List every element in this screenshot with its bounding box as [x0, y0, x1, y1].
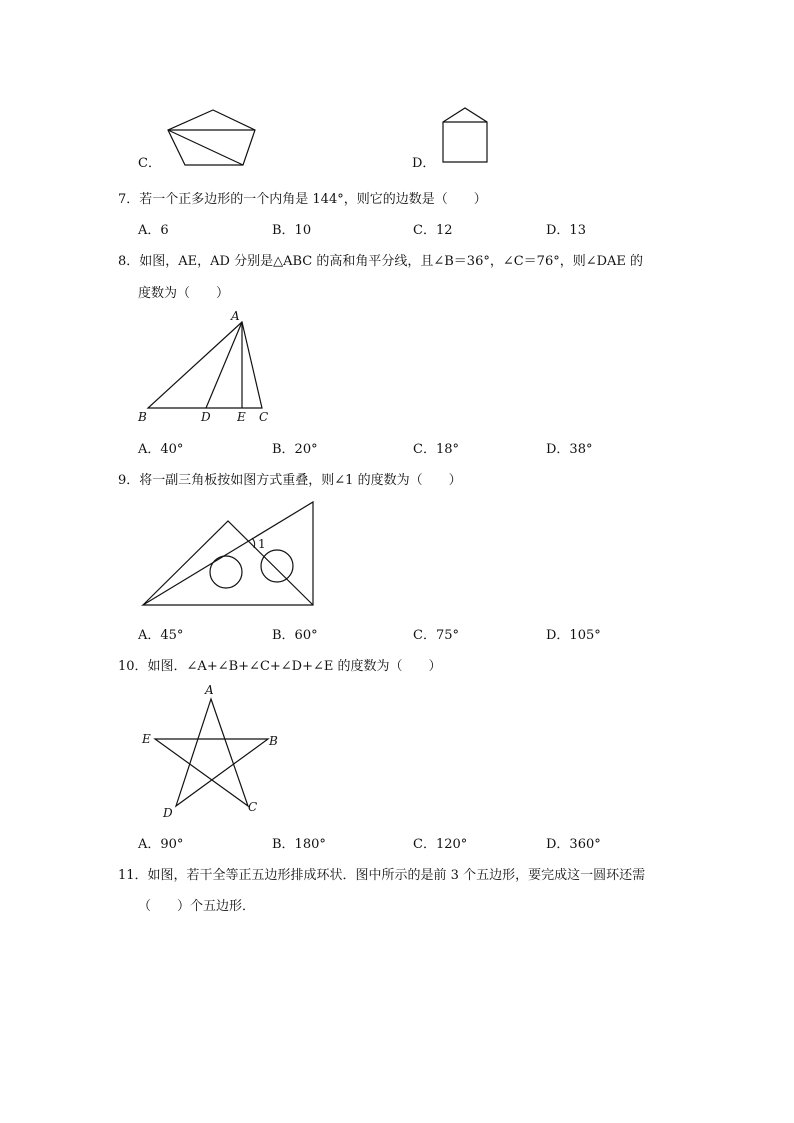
q11-stem: 11．如图，若干全等正五边形排成环状．图中所示的是前 3 个五边形，要完成这一圆环还需	[118, 868, 646, 883]
label-d: D	[201, 410, 211, 424]
label-e: E	[142, 732, 151, 746]
q8-stem-line2: 度数为（ ）	[138, 286, 230, 301]
q9-option-b[interactable]: B．60°	[272, 628, 318, 643]
q9-option-d[interactable]: D．105°	[546, 628, 601, 643]
label-a: A	[231, 309, 240, 323]
label-d: D	[163, 806, 173, 820]
star-pentagram	[155, 699, 268, 806]
q10-option-c[interactable]: C．120°	[413, 837, 468, 852]
q10-option-d[interactable]: D．360°	[546, 837, 601, 852]
label-c: C	[259, 410, 269, 424]
label-c: C	[248, 800, 258, 814]
q10-option-b[interactable]: B．180°	[272, 837, 326, 852]
q9-stem: 9．将一副三角板按如图方式重叠，则∠1 的度数为（ ）	[118, 473, 462, 488]
q8-option-c[interactable]: C．18°	[413, 442, 459, 457]
q8-option-a[interactable]: A．40°	[138, 442, 184, 457]
q6-option-d[interactable]: D．	[412, 156, 436, 171]
q10-stem: 10．如图．∠A+∠B+∠C+∠D+∠E 的度数为（ ）	[118, 659, 442, 674]
label-b: B	[138, 410, 147, 424]
q8-stem: 8．如图，AE，AD 分别是△ABC 的高和角平分线，且∠B＝36°，∠C＝76°，则∠DAE 的	[118, 254, 644, 269]
q7-option-a[interactable]: A．6	[138, 223, 169, 238]
q10-option-a[interactable]: A．90°	[138, 837, 184, 852]
label-a: A	[205, 683, 214, 697]
q7-option-c[interactable]: C．12	[413, 223, 453, 238]
q6-option-c[interactable]: C．	[138, 156, 161, 171]
angle-1-label: 1	[258, 537, 266, 551]
label-b: B	[269, 734, 278, 748]
q8-option-b[interactable]: B．20°	[272, 442, 318, 457]
q9-option-c[interactable]: C．75°	[413, 628, 459, 643]
q11-stem-line2: （ ）个五边形．	[138, 899, 256, 914]
q7-stem: 7．若一个正多边形的一个内角是 144°，则它的边数是（ ）	[118, 192, 487, 207]
q7-option-b[interactable]: B．10	[272, 223, 312, 238]
q8-option-d[interactable]: D．38°	[546, 442, 593, 457]
q9-option-a[interactable]: A．45°	[138, 628, 184, 643]
label-e: E	[237, 410, 246, 424]
q7-option-d[interactable]: D．13	[546, 223, 586, 238]
